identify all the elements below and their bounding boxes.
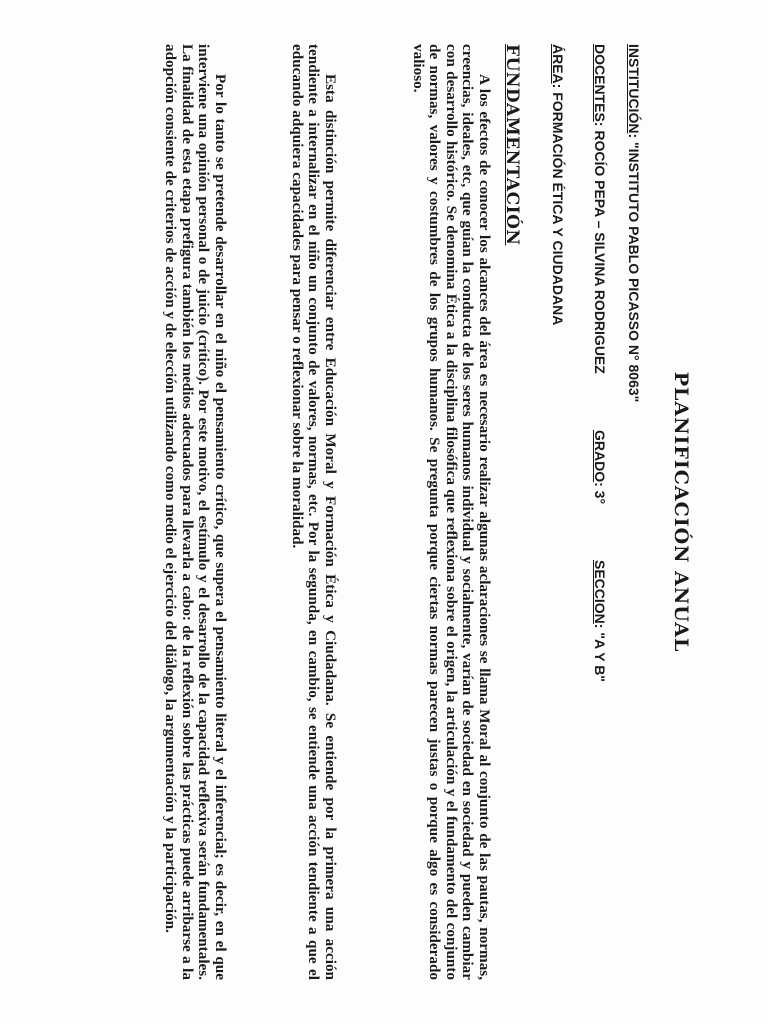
grado-value: : 3° [592,482,608,505]
paragraph-2: Esta distinción permite diferenciar entre Educación Moral y Formación Ética y Ciudadana. Se entiende por la primera una acción tendiente a internalizar en el niño un conjunto de valores, normas, etc. Por la segunda, en cambio, se entiende una acción tendiente a que el educando adquiera capacidades para pensar o reflexionar sobre la moralidad. [288,44,339,980]
grado-label: GRADO [592,430,608,483]
seccion-value: : "A Y B" [592,623,608,682]
document-title: PLANIFICACIÓN ANUAL [670,371,692,653]
paragraph-3: Por lo tanto se pretende desarrollar en el niño el pensamiento crítico, que supera el pensamiento literal y el inferencial; es decir, en el que interviene una opinión personal o de juicio (crítico). Por este motivo, el estímulo y el desarrollo de la capacidad reflexiva serán fundamentales. La finalidad de esta etapa prefigura también los medios adecuados para llevarla a cabo: de la reflexión sobre las prácticas puede arribarse a la adopción consiente de criterios de acción y de elección utilizando como medio el ejercicio del diálogo, la argumentación y la participación. [162,44,229,980]
paragraph-1: A los efectos de conocer los alcances del área es necesario realizar algunas aclaraciones se llama Moral al conjunto de las pautas, normas, creencias, ideales, etc, que guían la conducta de los seres humanos individual y socialmente, varían de sociedad en sociedad y pueden cambiar con desarrollo histórico. Se denomina Ética a la disciplina filosófica que reflexiona sobre el origen, la articulación y el fundamento del conjunto de normas, valores y costumbres de los grupos humanos. Se pregunta porque ciertas normas parecen justas o porque algo es considerado valioso. [409,44,493,980]
seccion-line [592,560,608,682]
area-line [550,44,566,325]
institucion-value: : "INSTITUTO PABLO PICASSO N° 8063" [626,133,642,403]
institucion-line [626,44,642,402]
area-label: ÁREA [550,44,566,84]
docentes-value: : ROCÍO PEPA – SILVINA RODRIGUEZ [592,121,608,374]
docentes-label: DOCENTES [592,44,608,122]
area-value: : FORMACIÓN ÉTICA Y CIUDADANA [550,83,566,326]
institucion-label: INSTITUCIÓN [626,44,642,134]
docentes-line [592,44,608,374]
section-title: FUNDAMENTACIÓN [502,44,522,246]
grado-line [592,430,608,504]
seccion-label: SECCION [592,560,608,624]
